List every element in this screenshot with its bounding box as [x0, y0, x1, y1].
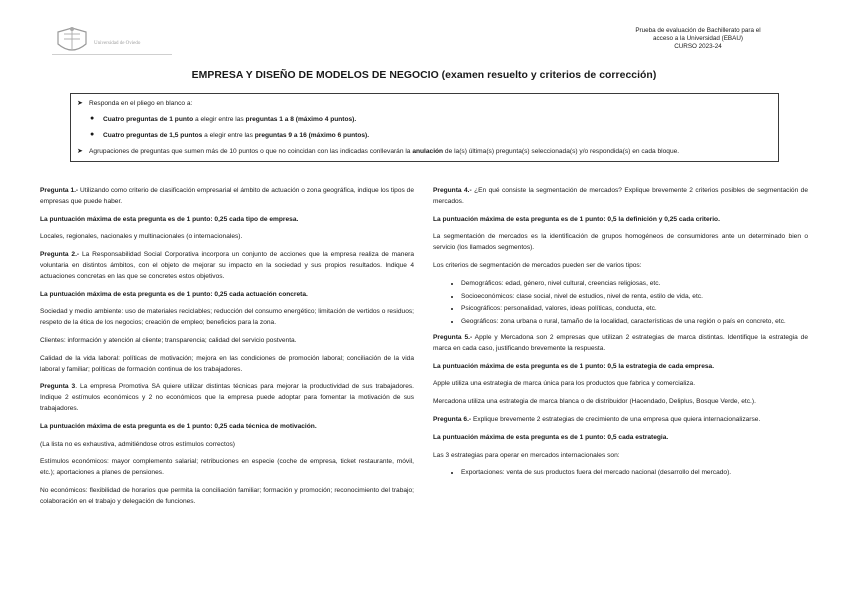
score-5: La puntuación máxima de esta pregunta es de 1 punto: 0,5 la estrategia de cada empresa. — [433, 362, 715, 370]
exam-line-2: acceso a la Universidad (EBAU) — [653, 35, 743, 42]
answer-4a: La segmentación de mercados es la identificación de grupos homogéneos de consumidores ante un determinado bien o servicio (los llamados segmentos). — [433, 233, 808, 252]
list-item: • Demográficos: edad, género, nivel cultural, creencias religiosas, etc. — [461, 279, 808, 290]
instruction-bullet-1: Cuatro preguntas de 1 punto a elegir entre las preguntas 1 a 8 (máximo 4 puntos). — [103, 116, 357, 123]
answer-3a: (La lista no es exhaustiva, admitiéndose otros estímulos correctos) — [40, 440, 235, 448]
answer-4b: Los criterios de segmentación de mercados pueden ser de varios tipos: — [433, 261, 642, 269]
question-4: Pregunta 4.- ¿En qué consiste la segmentación de mercados? Explique brevemente 2 criterios posibles de segmentación de mercados. — [433, 187, 808, 205]
answer-5a: Apple utiliza una estrategia de marca única para los productos que fabrica y comercializa. — [433, 380, 696, 388]
question-6: Pregunta 6.- Explique brevemente 2 estrategias de crecimiento de una empresa que quiera internacionalizarse. — [433, 415, 761, 423]
score-2: La puntuación máxima de esta pregunta es de 1 punto: 0,25 cada actuación concreta. — [40, 290, 308, 298]
instruction-line-2: ➤ Agrupaciones de preguntas que sumen más de 10 puntos o que no coincidan con las indicadas conllevarán la anulación de la(s) última(s) pregunta(s) seleccionada(s) y/o respondida(s) en cada bloque. — [77, 148, 680, 155]
answer-3c: No económicos: flexibilidad de horarios que permita la conciliación familiar; formación y promoción; reconocimiento del trabajo; colaboración en el trabajo y delegación de funciones. — [40, 486, 414, 505]
list-item: • Socioeconómicos: clase social, nivel de estudios, nivel de renta, estilo de vida, etc. — [461, 292, 808, 303]
question-5: Pregunta 5.- Apple y Mercadona son 2 empresas que utilizan 2 estrategias de marca distintas. Identifique la estrategia de marca en cada caso, justificando brevemente la respuesta. — [433, 333, 809, 352]
exam-line-3: CURSO 2023-24 — [674, 43, 722, 50]
answer-2a: Sociedad y medio ambiente: uso de materiales reciclables; reducción del consumo energético; limitación de vertidos o residuos; respeto de la ética de los negocios; creación de empleo; beneficios para la zona. — [40, 308, 414, 327]
answer-3b: Estímulos económicos: mayor complemento salarial; retribuciones en especie (coche de empresa, ticket restaurante, móvil, etc.); aportaciones a planes de pensiones. — [40, 458, 414, 477]
score-4: La puntuación máxima de esta pregunta es de 1 punto: 0,5 la definición y 0,25 cada criterio. — [433, 215, 720, 223]
answer-2b: Clientes: información y atención al cliente; transparencia; calidad del servicio postventa. — [40, 336, 297, 344]
list-item: • Exportaciones: venta de sus productos fuera del mercado nacional (desarrollo del mercado). — [461, 468, 808, 479]
bullet-icon: ● — [90, 131, 95, 138]
arrow-bullet-icon: ➤ — [77, 148, 83, 155]
score-3: La puntuación máxima de esta pregunta es de 1 punto: 0,25 cada técnica de motivación. — [40, 422, 317, 430]
answer-5b: Mercadona utiliza una estrategia de marca blanca o de distribuidor (Hacendado, Deliplus, Bosque Verde, etc.). — [433, 398, 756, 406]
score-6: La puntuación máxima de esta pregunta es de 1 punto: 0,5 cada estrategia. — [433, 433, 669, 441]
question-1: Pregunta 1.- Utilizando como criterio de clasificación empresarial el ámbito de actuación o zona geográfica, indique los tipos de empresas que puede haber. — [40, 187, 414, 205]
bullet-icon: ● — [90, 115, 95, 122]
exam-header — [600, 27, 796, 51]
answer-2c: Calidad de la vida laboral: políticas de motivación; mejora en las condiciones de promoción laboral; conciliación de la vida laboral y familiar; políticas de formación continua de los trabajadores. — [40, 354, 414, 373]
page-title: EMPRESA Y DISEÑO DE MODELOS DE NEGOCIO (examen resuelto y criterios de corrección) — [191, 70, 657, 81]
instruction-bullet-2: Cuatro preguntas de 1,5 puntos a elegir entre las preguntas 9 a 16 (máximo 6 puntos). — [103, 132, 370, 139]
answer-1: Locales, regionales, nacionales y multinacionales (o internacionales). — [40, 233, 243, 241]
answer-6a: Las 3 estrategias para operar en mercados internacionales son: — [433, 451, 620, 459]
instructions-box — [70, 93, 779, 162]
university-name: Universidad de Oviedo — [94, 41, 141, 46]
crest-icon — [52, 26, 92, 56]
exam-line-1: Prueba de evaluación de Bachillerato para el — [635, 27, 761, 34]
list-item: • Psicográficos: personalidad, valores, ideas políticas, conducta, etc. — [461, 304, 808, 315]
score-1: La puntuación máxima de esta pregunta es de 1 punto: 0,25 cada tipo de empresa. — [40, 215, 299, 223]
question-3: Pregunta 3. La empresa Promotiva SA quiere utilizar distintas técnicas para mejorar la productividad de sus trabajadores. Indique 2 estímulos económicos y 2 no económicos que la empresa puede adoptar para fomentar la motivación de sus trabajadores. — [40, 383, 414, 412]
strategies-list — [433, 468, 808, 479]
list-item: • Geográficos: zona urbana o rural, tamaño de la localidad, características de una región o país en concreto, etc. — [461, 317, 808, 328]
right-column — [433, 186, 808, 484]
arrow-bullet-icon: ➤ — [77, 100, 83, 107]
question-2: Pregunta 2.- La Responsabilidad Social Corporativa incorpora un conjunto de acciones que la empresa realiza de manera voluntaria en distintos ámbitos, con el objeto de mejorar su impacto en la sociedad y sus propios resultados. Indique 4 actuaciones concretas en las que se concretes estos objetivos. — [40, 251, 414, 280]
logo-divider — [52, 54, 172, 55]
left-column — [40, 186, 414, 515]
criteria-list — [433, 279, 808, 328]
instruction-line-1: ➤ Responda en el pliego en blanco a: — [77, 100, 193, 107]
